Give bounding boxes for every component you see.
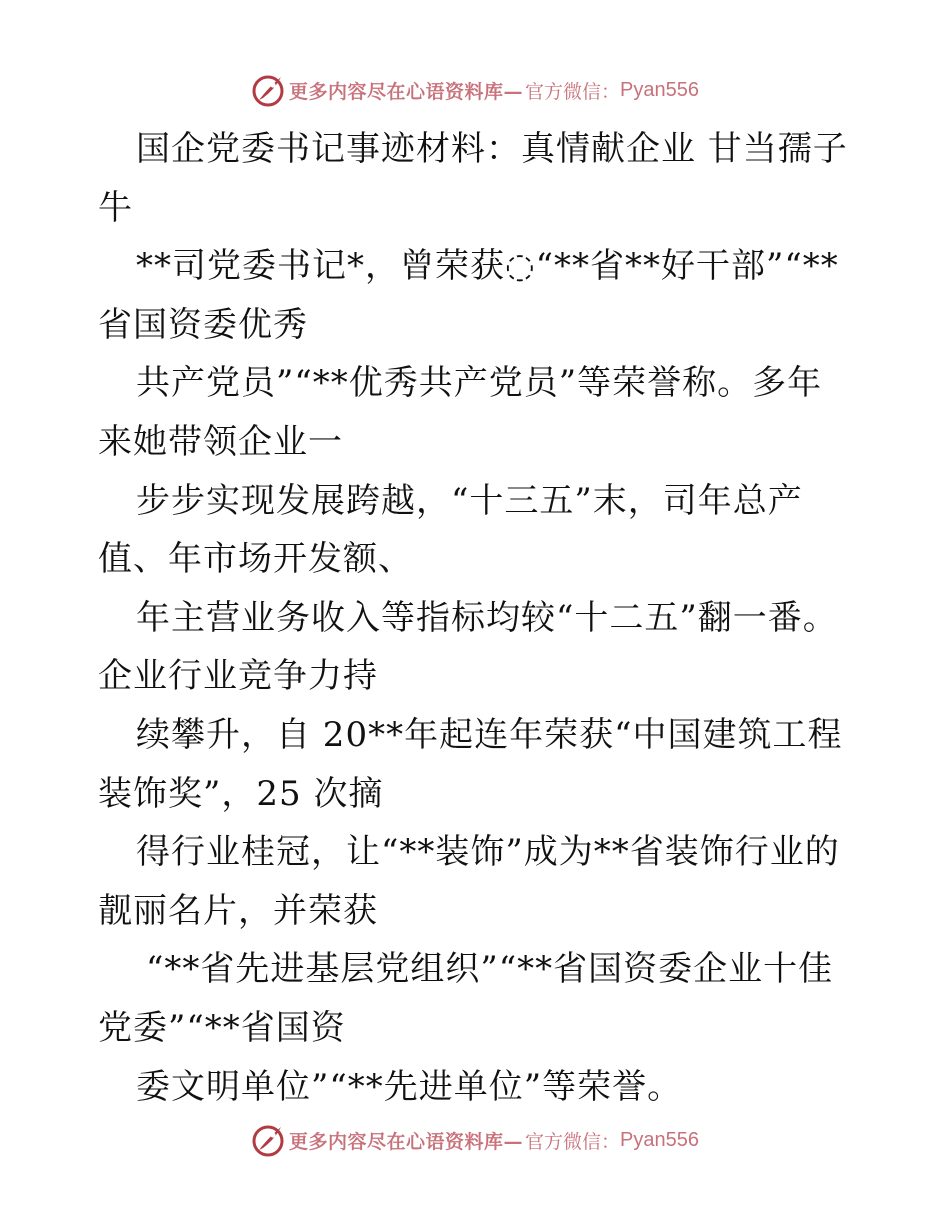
watermark-label: 官方微信： [525,80,621,103]
text-line: “**省先进基层党组织”“**省国资委企业十佳 [146,949,834,990]
text-line: 靓丽名片，并荣获 [98,890,378,931]
text-line: 续攀升，自 20**年起连年荣获“中国建筑工程 [136,714,843,755]
text-line: 企业行业竞争力持 [98,656,378,697]
watermark-label: 官方微信： [525,1130,621,1153]
text-line: 年主营业务收入等指标均较“十二五”翻一番。 [136,597,838,638]
document-body [98,120,858,1116]
text-line: **司党委书记*，曾荣获◌“**省**好干部”“** [136,246,839,287]
text-line: 得行业桂冠，让“**装饰”成为**省装饰行业的 [136,832,840,873]
watermark-wechat-id: Pyan556 [620,1128,699,1151]
text-line: 来她带领企业一 [98,421,343,462]
watermark-text: 更多内容尽在心语资料库— [289,80,524,103]
text-line: 党委”“**省国资 [98,1007,346,1048]
text-line: 委文明单位”“**先进单位”等荣誉。 [136,1066,683,1107]
watermark-text: 更多内容尽在心语资料库— [289,1130,524,1153]
text-line: 牛 [98,187,133,228]
text-line: 值、年市场开发额、 [98,539,413,580]
header-watermark [0,70,950,110]
text-line: 步步实现发展跨越，“十三五”末，司年总产 [136,480,803,521]
feather-logo-icon [251,73,285,107]
document-title: 国企党委书记事迹材料：真情献企业 甘当孺子 [136,129,848,169]
feather-logo-icon [251,1123,285,1157]
watermark-wechat-id: Pyan556 [620,78,699,101]
footer-watermark [0,1120,950,1160]
text-line: 省国资委优秀 [98,304,308,345]
text-line: 装饰奖”，25 次摘 [98,773,384,814]
text-line: 共产党员”“**优秀共产党员”等荣誉称。多年 [136,363,823,404]
